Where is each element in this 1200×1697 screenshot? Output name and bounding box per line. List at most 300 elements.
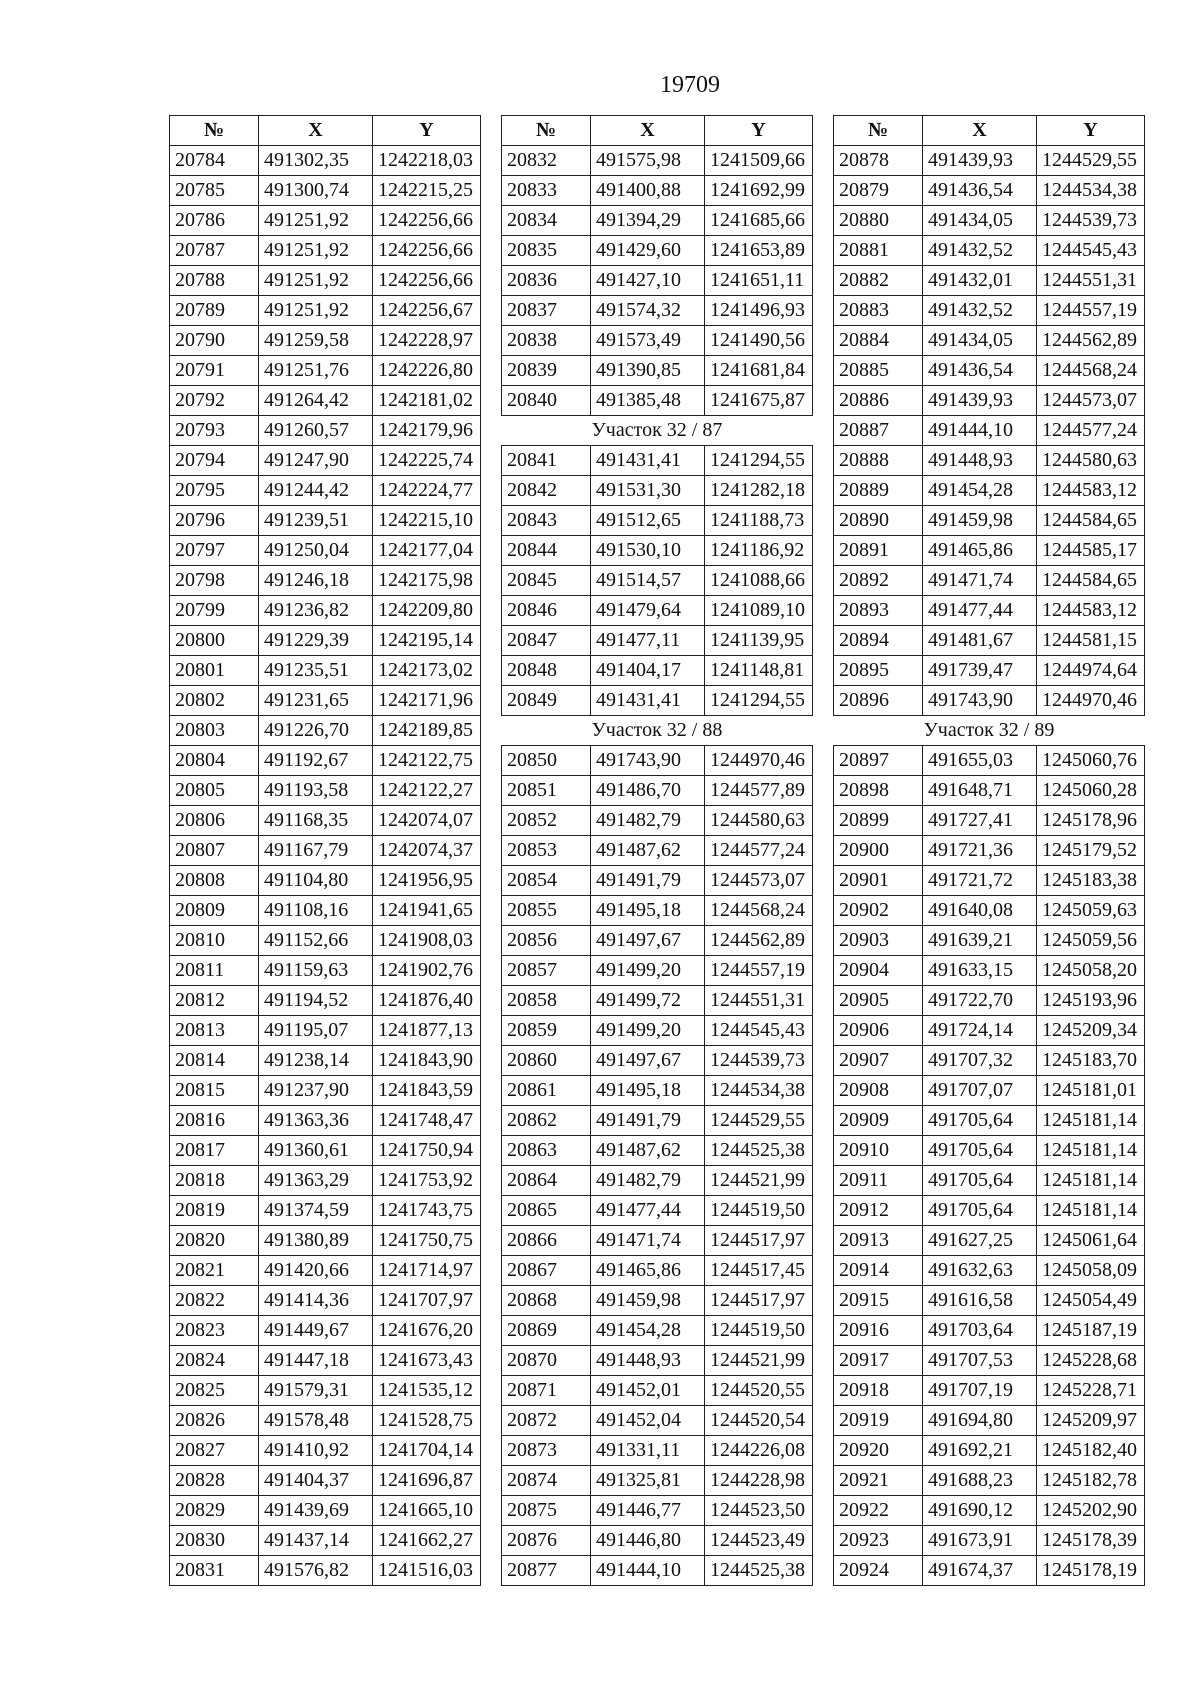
point-number-cell: 20888 — [834, 446, 923, 476]
table-row — [502, 446, 813, 476]
table-row — [170, 1556, 481, 1586]
x-coordinate-cell: 491432,01 — [923, 266, 1037, 296]
table-row — [170, 1376, 481, 1406]
point-number-cell: 20862 — [502, 1106, 591, 1136]
table-row — [170, 746, 481, 776]
x-coordinate-cell: 491374,59 — [259, 1196, 373, 1226]
point-number-cell: 20906 — [834, 1016, 923, 1046]
x-coordinate-cell: 491499,20 — [591, 956, 705, 986]
y-coordinate-cell: 1245181,14 — [1037, 1166, 1145, 1196]
y-coordinate-cell: 1241696,87 — [373, 1466, 481, 1496]
x-coordinate-cell: 491251,92 — [259, 206, 373, 236]
table-row — [834, 236, 1145, 266]
point-number-cell: 20820 — [170, 1226, 259, 1256]
x-coordinate-cell: 491446,77 — [591, 1496, 705, 1526]
y-coordinate-cell: 1245058,09 — [1037, 1256, 1145, 1286]
point-number-cell: 20918 — [834, 1376, 923, 1406]
point-number-cell: 20850 — [502, 746, 591, 776]
point-number-cell: 20792 — [170, 386, 259, 416]
point-number-cell: 20867 — [502, 1256, 591, 1286]
point-number-cell: 20880 — [834, 206, 923, 236]
x-coordinate-cell: 491390,85 — [591, 356, 705, 386]
table-row — [834, 1106, 1145, 1136]
table-row — [502, 176, 813, 206]
table-row — [502, 356, 813, 386]
y-coordinate-cell: 1245228,71 — [1037, 1376, 1145, 1406]
point-number-cell: 20824 — [170, 1346, 259, 1376]
table-row — [502, 626, 813, 656]
table-row — [502, 506, 813, 536]
table-row — [170, 506, 481, 536]
x-coordinate-cell: 491432,52 — [923, 236, 1037, 266]
point-number-cell: 20876 — [502, 1526, 591, 1556]
y-coordinate-cell: 1244545,43 — [705, 1016, 813, 1046]
table-row — [834, 866, 1145, 896]
x-coordinate-cell: 491692,21 — [923, 1436, 1037, 1466]
table-row — [834, 1436, 1145, 1466]
point-number-cell: 20797 — [170, 536, 259, 566]
x-coordinate-cell: 491705,64 — [923, 1106, 1037, 1136]
table-row — [834, 926, 1145, 956]
table-row — [170, 176, 481, 206]
x-coordinate-cell: 491486,70 — [591, 776, 705, 806]
y-coordinate-cell: 1241665,10 — [373, 1496, 481, 1526]
y-coordinate-cell: 1245061,64 — [1037, 1226, 1145, 1256]
header-number: № — [170, 116, 259, 146]
table-row — [834, 626, 1145, 656]
y-coordinate-cell: 1244529,55 — [705, 1106, 813, 1136]
table-row — [170, 476, 481, 506]
x-coordinate-cell: 491167,79 — [259, 836, 373, 866]
x-coordinate-cell: 491226,70 — [259, 716, 373, 746]
x-coordinate-cell: 491727,41 — [923, 806, 1037, 836]
y-coordinate-cell: 1244577,24 — [1037, 416, 1145, 446]
header-x: X — [259, 116, 373, 146]
coordinates-table-1 — [169, 115, 481, 1586]
y-coordinate-cell: 1244573,07 — [705, 866, 813, 896]
point-number-cell: 20817 — [170, 1136, 259, 1166]
table-row — [502, 1436, 813, 1466]
point-number-cell: 20818 — [170, 1166, 259, 1196]
x-coordinate-cell: 491465,86 — [591, 1256, 705, 1286]
table-row — [834, 986, 1145, 1016]
table-row — [502, 746, 813, 776]
x-coordinate-cell: 491487,62 — [591, 1136, 705, 1166]
point-number-cell: 20868 — [502, 1286, 591, 1316]
table-row — [502, 1016, 813, 1046]
table-row — [170, 1076, 481, 1106]
table-row — [170, 806, 481, 836]
y-coordinate-cell: 1242171,96 — [373, 686, 481, 716]
x-coordinate-cell: 491447,18 — [259, 1346, 373, 1376]
y-coordinate-cell: 1244580,63 — [1037, 446, 1145, 476]
x-coordinate-cell: 491449,67 — [259, 1316, 373, 1346]
y-coordinate-cell: 1242209,80 — [373, 596, 481, 626]
point-number-cell: 20886 — [834, 386, 923, 416]
point-number-cell: 20893 — [834, 596, 923, 626]
x-coordinate-cell: 491721,72 — [923, 866, 1037, 896]
table-row — [502, 1106, 813, 1136]
x-coordinate-cell: 491444,10 — [923, 416, 1037, 446]
x-coordinate-cell: 491394,29 — [591, 206, 705, 236]
point-number-cell: 20924 — [834, 1556, 923, 1586]
point-number-cell: 20785 — [170, 176, 259, 206]
y-coordinate-cell: 1241750,94 — [373, 1136, 481, 1166]
y-coordinate-cell: 1244517,97 — [705, 1226, 813, 1256]
y-coordinate-cell: 1242175,98 — [373, 566, 481, 596]
point-number-cell: 20849 — [502, 686, 591, 716]
header-x: X — [591, 116, 705, 146]
y-coordinate-cell: 1244581,15 — [1037, 626, 1145, 656]
table-row — [170, 446, 481, 476]
point-number-cell: 20830 — [170, 1526, 259, 1556]
table-row — [834, 836, 1145, 866]
y-coordinate-cell: 1241089,10 — [705, 596, 813, 626]
point-number-cell: 20810 — [170, 926, 259, 956]
y-coordinate-cell: 1245182,40 — [1037, 1436, 1145, 1466]
x-coordinate-cell: 491578,48 — [259, 1406, 373, 1436]
y-coordinate-cell: 1244228,98 — [705, 1466, 813, 1496]
point-number-cell: 20873 — [502, 1436, 591, 1466]
y-coordinate-cell: 1244583,12 — [1037, 476, 1145, 506]
point-number-cell: 20913 — [834, 1226, 923, 1256]
point-number-cell: 20898 — [834, 776, 923, 806]
y-coordinate-cell: 1245228,68 — [1037, 1346, 1145, 1376]
table-row — [170, 1196, 481, 1226]
x-coordinate-cell: 491237,90 — [259, 1076, 373, 1106]
table-row — [502, 1286, 813, 1316]
x-coordinate-cell: 491250,04 — [259, 536, 373, 566]
x-coordinate-cell: 491743,90 — [923, 686, 1037, 716]
point-number-cell: 20921 — [834, 1466, 923, 1496]
y-coordinate-cell: 1244562,89 — [1037, 326, 1145, 356]
table-row — [170, 896, 481, 926]
x-coordinate-cell: 491193,58 — [259, 776, 373, 806]
y-coordinate-cell: 1242122,27 — [373, 776, 481, 806]
y-coordinate-cell: 1245054,49 — [1037, 1286, 1145, 1316]
point-number-cell: 20800 — [170, 626, 259, 656]
point-number-cell: 20813 — [170, 1016, 259, 1046]
x-coordinate-cell: 491239,51 — [259, 506, 373, 536]
table-row — [834, 386, 1145, 416]
point-number-cell: 20891 — [834, 536, 923, 566]
table-row — [170, 716, 481, 746]
x-coordinate-cell: 491192,67 — [259, 746, 373, 776]
y-coordinate-cell: 1241692,99 — [705, 176, 813, 206]
table-row — [834, 146, 1145, 176]
table-row — [834, 356, 1145, 386]
y-coordinate-cell: 1241707,97 — [373, 1286, 481, 1316]
point-number-cell: 20838 — [502, 326, 591, 356]
point-number-cell: 20872 — [502, 1406, 591, 1436]
y-coordinate-cell: 1241676,20 — [373, 1316, 481, 1346]
table-row — [834, 776, 1145, 806]
x-coordinate-cell: 491688,23 — [923, 1466, 1037, 1496]
table-row — [170, 386, 481, 416]
point-number-cell: 20882 — [834, 266, 923, 296]
x-coordinate-cell: 491264,42 — [259, 386, 373, 416]
y-coordinate-cell: 1245209,34 — [1037, 1016, 1145, 1046]
y-coordinate-cell: 1241188,73 — [705, 506, 813, 536]
table-row — [834, 1556, 1145, 1586]
table-row — [834, 1376, 1145, 1406]
page-number: 19709 — [660, 72, 720, 98]
point-number-cell: 20857 — [502, 956, 591, 986]
y-coordinate-cell: 1244226,08 — [705, 1436, 813, 1466]
table-row — [834, 296, 1145, 326]
y-coordinate-cell: 1244970,46 — [1037, 686, 1145, 716]
point-number-cell: 20865 — [502, 1196, 591, 1226]
point-number-cell: 20920 — [834, 1436, 923, 1466]
x-coordinate-cell: 491251,76 — [259, 356, 373, 386]
point-number-cell: 20784 — [170, 146, 259, 176]
x-coordinate-cell: 491434,05 — [923, 206, 1037, 236]
point-number-cell: 20808 — [170, 866, 259, 896]
point-number-cell: 20845 — [502, 566, 591, 596]
x-coordinate-cell: 491236,82 — [259, 596, 373, 626]
table-row — [834, 656, 1145, 686]
x-coordinate-cell: 491446,80 — [591, 1526, 705, 1556]
point-number-cell: 20874 — [502, 1466, 591, 1496]
point-number-cell: 20892 — [834, 566, 923, 596]
y-coordinate-cell: 1242225,74 — [373, 446, 481, 476]
x-coordinate-cell: 491481,67 — [923, 626, 1037, 656]
y-coordinate-cell: 1245060,76 — [1037, 746, 1145, 776]
table-row — [170, 536, 481, 566]
table-row — [170, 836, 481, 866]
table-row — [834, 1196, 1145, 1226]
x-coordinate-cell: 491471,74 — [591, 1226, 705, 1256]
x-coordinate-cell: 491477,11 — [591, 626, 705, 656]
x-coordinate-cell: 491495,18 — [591, 896, 705, 926]
x-coordinate-cell: 491499,72 — [591, 986, 705, 1016]
table-row — [502, 476, 813, 506]
table-row — [834, 1076, 1145, 1106]
header-y: Y — [1037, 116, 1145, 146]
y-coordinate-cell: 1241685,66 — [705, 206, 813, 236]
y-coordinate-cell: 1242256,66 — [373, 236, 481, 266]
table-row — [502, 1556, 813, 1586]
table-row — [502, 656, 813, 686]
x-coordinate-cell: 491487,62 — [591, 836, 705, 866]
table-row — [502, 1256, 813, 1286]
y-coordinate-cell: 1241908,03 — [373, 926, 481, 956]
x-coordinate-cell: 491724,14 — [923, 1016, 1037, 1046]
table-row — [170, 926, 481, 956]
point-number-cell: 20801 — [170, 656, 259, 686]
x-coordinate-cell: 491497,67 — [591, 1046, 705, 1076]
section-title: Участок 32 / 89 — [834, 716, 1145, 746]
y-coordinate-cell: 1244568,24 — [1037, 356, 1145, 386]
header-y: Y — [705, 116, 813, 146]
x-coordinate-cell: 491431,41 — [591, 686, 705, 716]
table-row — [502, 1316, 813, 1346]
y-coordinate-cell: 1245178,96 — [1037, 806, 1145, 836]
x-coordinate-cell: 491404,37 — [259, 1466, 373, 1496]
table-header-row — [170, 116, 481, 146]
table-row — [170, 986, 481, 1016]
table-row — [502, 806, 813, 836]
x-coordinate-cell: 491743,90 — [591, 746, 705, 776]
x-coordinate-cell: 491437,14 — [259, 1526, 373, 1556]
point-number-cell: 20831 — [170, 1556, 259, 1586]
section-row — [502, 416, 813, 446]
point-number-cell: 20799 — [170, 596, 259, 626]
y-coordinate-cell: 1245202,90 — [1037, 1496, 1145, 1526]
y-coordinate-cell: 1241753,92 — [373, 1166, 481, 1196]
x-coordinate-cell: 491439,69 — [259, 1496, 373, 1526]
y-coordinate-cell: 1244523,50 — [705, 1496, 813, 1526]
point-number-cell: 20844 — [502, 536, 591, 566]
table-row — [170, 596, 481, 626]
y-coordinate-cell: 1241282,18 — [705, 476, 813, 506]
x-coordinate-cell: 491499,20 — [591, 1016, 705, 1046]
y-coordinate-cell: 1241294,55 — [705, 686, 813, 716]
x-coordinate-cell: 491616,58 — [923, 1286, 1037, 1316]
table-row — [502, 266, 813, 296]
x-coordinate-cell: 491404,17 — [591, 656, 705, 686]
table-row — [170, 566, 481, 596]
x-coordinate-cell: 491531,30 — [591, 476, 705, 506]
y-coordinate-cell: 1241941,65 — [373, 896, 481, 926]
point-number-cell: 20863 — [502, 1136, 591, 1166]
y-coordinate-cell: 1244534,38 — [1037, 176, 1145, 206]
y-coordinate-cell: 1241843,90 — [373, 1046, 481, 1076]
x-coordinate-cell: 491573,49 — [591, 326, 705, 356]
point-number-cell: 20787 — [170, 236, 259, 266]
point-number-cell: 20895 — [834, 656, 923, 686]
y-coordinate-cell: 1244520,55 — [705, 1376, 813, 1406]
y-coordinate-cell: 1242256,66 — [373, 266, 481, 296]
x-coordinate-cell: 491574,32 — [591, 296, 705, 326]
point-number-cell: 20871 — [502, 1376, 591, 1406]
table-row — [502, 896, 813, 926]
point-number-cell: 20821 — [170, 1256, 259, 1286]
table-row — [170, 1316, 481, 1346]
x-coordinate-cell: 491705,64 — [923, 1166, 1037, 1196]
coordinates-table-3 — [833, 115, 1145, 1586]
point-number-cell: 20900 — [834, 836, 923, 866]
x-coordinate-cell: 491363,29 — [259, 1166, 373, 1196]
table-row — [834, 746, 1145, 776]
point-number-cell: 20855 — [502, 896, 591, 926]
table-row — [834, 416, 1145, 446]
table-row — [502, 1526, 813, 1556]
table-row — [502, 836, 813, 866]
point-number-cell: 20916 — [834, 1316, 923, 1346]
table-row — [502, 1226, 813, 1256]
table-row — [834, 566, 1145, 596]
point-number-cell: 20819 — [170, 1196, 259, 1226]
y-coordinate-cell: 1244557,19 — [705, 956, 813, 986]
table-row — [170, 296, 481, 326]
y-coordinate-cell: 1244583,12 — [1037, 596, 1145, 626]
x-coordinate-cell: 491703,64 — [923, 1316, 1037, 1346]
y-coordinate-cell: 1241651,11 — [705, 266, 813, 296]
y-coordinate-cell: 1244525,38 — [705, 1136, 813, 1166]
x-coordinate-cell: 491434,05 — [923, 326, 1037, 356]
y-coordinate-cell: 1244539,73 — [1037, 206, 1145, 236]
table-row — [170, 1526, 481, 1556]
x-coordinate-cell: 491694,80 — [923, 1406, 1037, 1436]
point-number-cell: 20822 — [170, 1286, 259, 1316]
table-row — [834, 1316, 1145, 1346]
y-coordinate-cell: 1241681,84 — [705, 356, 813, 386]
y-coordinate-cell: 1244557,19 — [1037, 296, 1145, 326]
point-number-cell: 20842 — [502, 476, 591, 506]
table-row — [834, 686, 1145, 716]
y-coordinate-cell: 1241496,93 — [705, 296, 813, 326]
x-coordinate-cell: 491431,41 — [591, 446, 705, 476]
table-row — [834, 446, 1145, 476]
table-row — [170, 236, 481, 266]
x-coordinate-cell: 491436,54 — [923, 356, 1037, 386]
y-coordinate-cell: 1244545,43 — [1037, 236, 1145, 266]
x-coordinate-cell: 491477,44 — [591, 1196, 705, 1226]
table-row — [834, 956, 1145, 986]
y-coordinate-cell: 1244577,89 — [705, 776, 813, 806]
x-coordinate-cell: 491721,36 — [923, 836, 1037, 866]
x-coordinate-cell: 491427,10 — [591, 266, 705, 296]
y-coordinate-cell: 1242173,02 — [373, 656, 481, 686]
point-number-cell: 20794 — [170, 446, 259, 476]
x-coordinate-cell: 491482,79 — [591, 806, 705, 836]
header-number: № — [502, 116, 591, 146]
point-number-cell: 20833 — [502, 176, 591, 206]
y-coordinate-cell: 1245058,20 — [1037, 956, 1145, 986]
point-number-cell: 20827 — [170, 1436, 259, 1466]
point-number-cell: 20908 — [834, 1076, 923, 1106]
point-number-cell: 20910 — [834, 1136, 923, 1166]
table-row — [170, 1256, 481, 1286]
y-coordinate-cell: 1244539,73 — [705, 1046, 813, 1076]
table-row — [502, 1376, 813, 1406]
x-coordinate-cell: 491432,52 — [923, 296, 1037, 326]
x-coordinate-cell: 491495,18 — [591, 1076, 705, 1106]
y-coordinate-cell: 1244577,24 — [705, 836, 813, 866]
table-row — [502, 146, 813, 176]
x-coordinate-cell: 491400,88 — [591, 176, 705, 206]
x-coordinate-cell: 491627,25 — [923, 1226, 1037, 1256]
point-number-cell: 20860 — [502, 1046, 591, 1076]
x-coordinate-cell: 491722,70 — [923, 986, 1037, 1016]
table-row — [502, 326, 813, 356]
y-coordinate-cell: 1241675,87 — [705, 386, 813, 416]
y-coordinate-cell: 1242195,14 — [373, 626, 481, 656]
y-coordinate-cell: 1244580,63 — [705, 806, 813, 836]
y-coordinate-cell: 1244517,45 — [705, 1256, 813, 1286]
y-coordinate-cell: 1244584,65 — [1037, 506, 1145, 536]
point-number-cell: 20878 — [834, 146, 923, 176]
x-coordinate-cell: 491235,51 — [259, 656, 373, 686]
table-row — [502, 1406, 813, 1436]
y-coordinate-cell: 1244562,89 — [705, 926, 813, 956]
table-row — [502, 1076, 813, 1106]
table-row — [502, 1346, 813, 1376]
point-number-cell: 20823 — [170, 1316, 259, 1346]
y-coordinate-cell: 1244519,50 — [705, 1196, 813, 1226]
y-coordinate-cell: 1242177,04 — [373, 536, 481, 566]
point-number-cell: 20914 — [834, 1256, 923, 1286]
point-number-cell: 20922 — [834, 1496, 923, 1526]
x-coordinate-cell: 491251,92 — [259, 296, 373, 326]
x-coordinate-cell: 491648,71 — [923, 776, 1037, 806]
point-number-cell: 20793 — [170, 416, 259, 446]
y-coordinate-cell: 1244585,17 — [1037, 536, 1145, 566]
y-coordinate-cell: 1242074,37 — [373, 836, 481, 866]
y-coordinate-cell: 1241139,95 — [705, 626, 813, 656]
point-number-cell: 20919 — [834, 1406, 923, 1436]
